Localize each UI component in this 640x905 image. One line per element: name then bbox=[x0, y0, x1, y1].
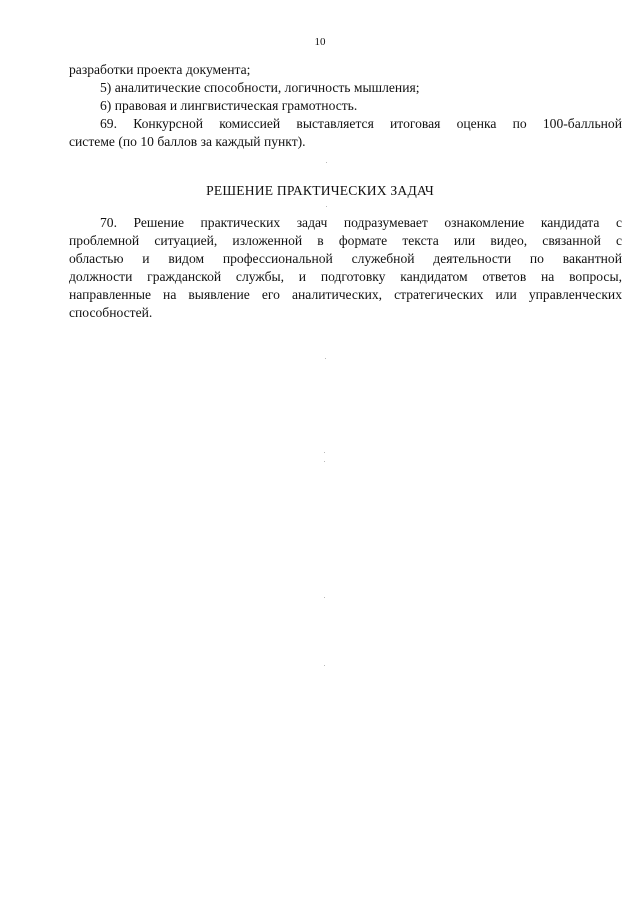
scan-speck bbox=[324, 597, 325, 598]
paragraph-70-line-1: 70. Решение практических задач подразумевает ознакомление кандидата с bbox=[100, 215, 622, 230]
paragraph-70-line-4: должности гражданской службы, и подготовку кандидатом ответов на вопросы, bbox=[69, 269, 622, 284]
scan-speck bbox=[326, 162, 327, 163]
list-item-6: 6) правовая и лингвистическая грамотность. bbox=[100, 98, 358, 113]
paragraph-69-line-1: 69. Конкурсной комиссией выставляется итоговая оценка по 100-балльной bbox=[100, 116, 622, 131]
scan-speck bbox=[326, 206, 327, 207]
paragraph-69-line-2: системе (по 10 баллов за каждый пункт). bbox=[69, 134, 306, 149]
scan-speck bbox=[324, 452, 325, 453]
paragraph-70-line-6: способностей. bbox=[69, 305, 153, 320]
paragraph-70-line-2: проблемной ситуацией, изложенной в формате текста или видео, связанной с bbox=[69, 233, 622, 248]
section-heading: РЕШЕНИЕ ПРАКТИЧЕСКИХ ЗАДАЧ bbox=[206, 183, 434, 198]
paragraph-70-line-3: областью и видом профессиональной служебной деятельности по вакантной bbox=[69, 251, 622, 266]
paragraph-70 bbox=[69, 214, 622, 322]
page-number: 10 bbox=[314, 36, 326, 48]
paragraph-70-line-5: направленные на выявление его аналитических, стратегических или управленческих bbox=[69, 287, 622, 302]
text-line: разработки проекта документа; bbox=[69, 62, 251, 77]
scan-speck bbox=[324, 665, 325, 666]
top-text-block bbox=[69, 61, 622, 151]
scan-speck bbox=[324, 461, 325, 462]
scan-speck bbox=[325, 358, 326, 359]
list-item-5: 5) аналитические способности, логичность мышления; bbox=[100, 80, 420, 95]
